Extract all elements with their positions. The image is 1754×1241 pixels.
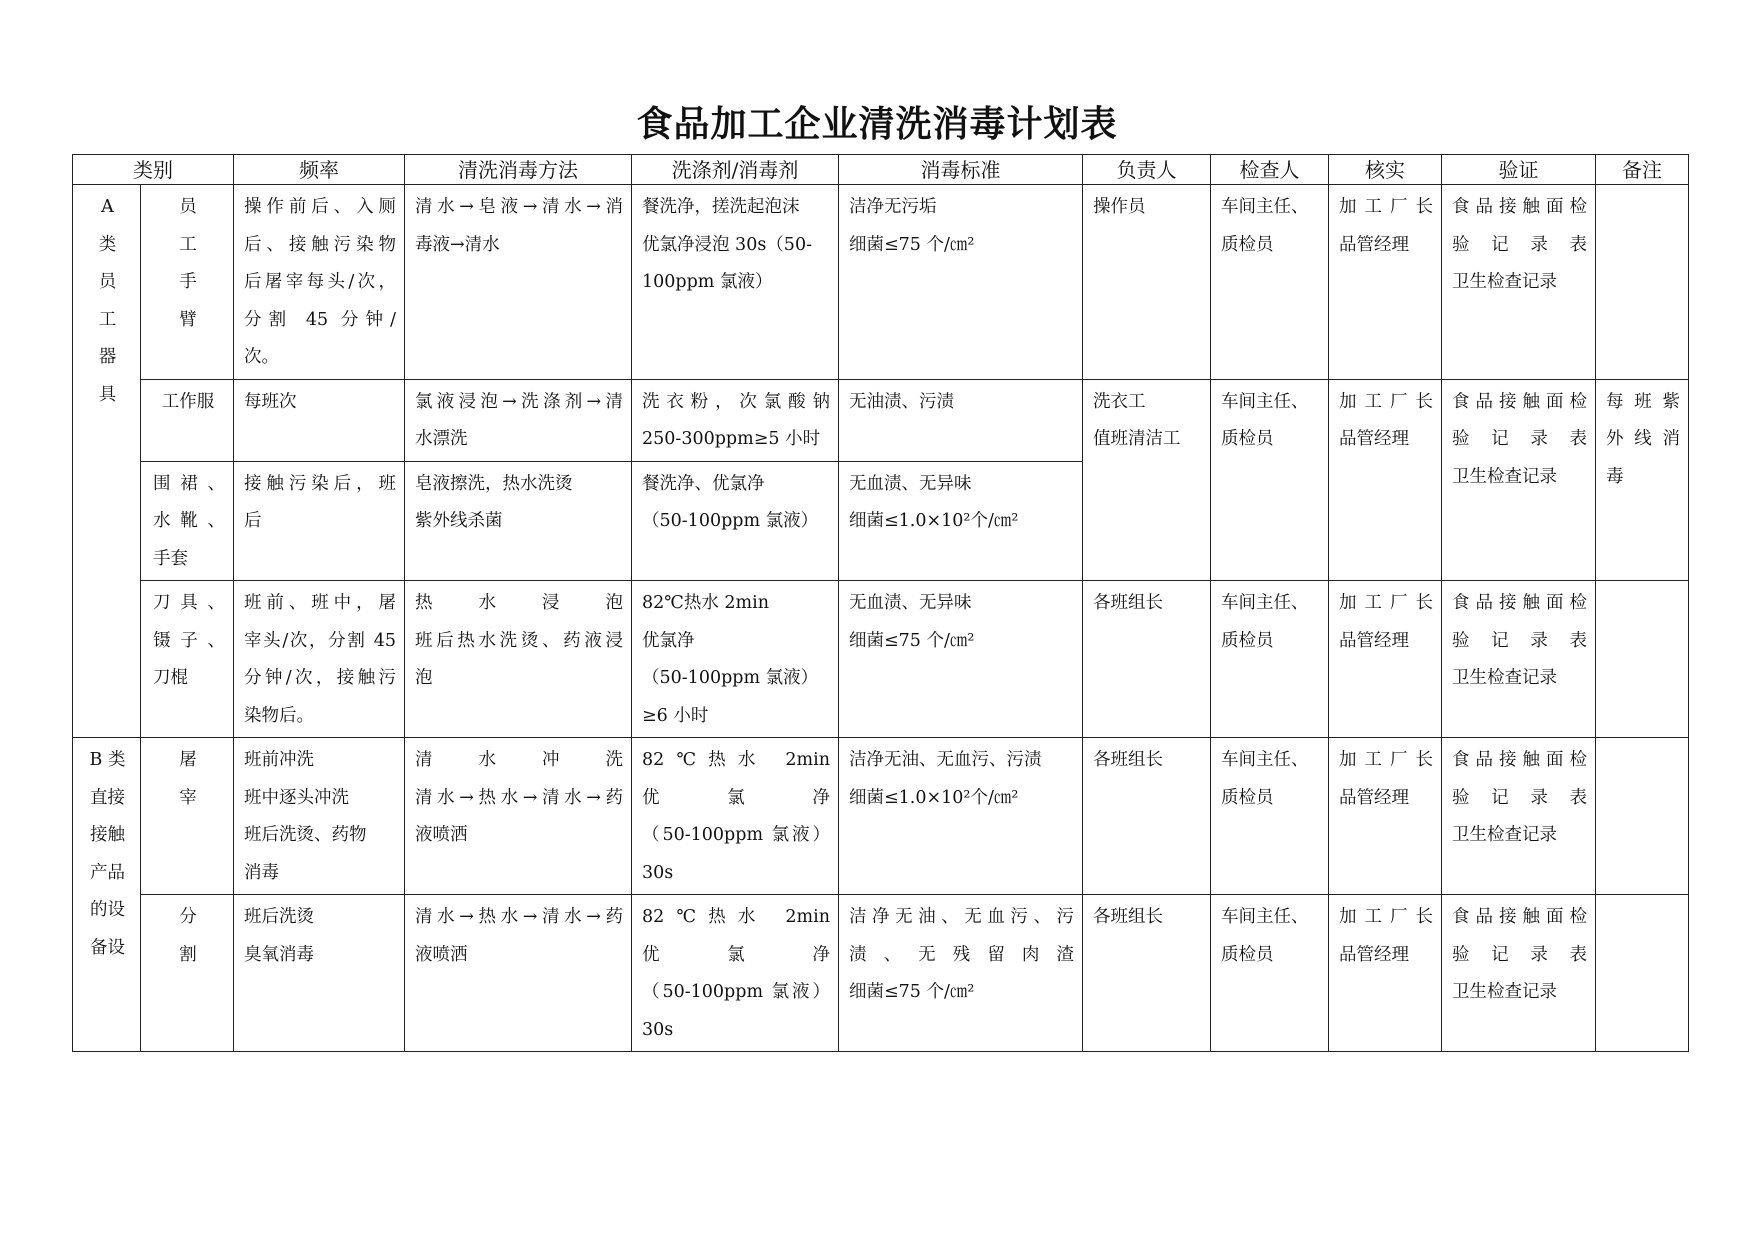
remark-cell (1596, 185, 1689, 380)
inspector-cell (1211, 185, 1329, 380)
verify-cell (1329, 185, 1442, 380)
header-remark: 备注 (1596, 155, 1689, 185)
subcategory-cell (141, 379, 234, 461)
validation-cell (1442, 379, 1596, 581)
frequency-cell (234, 379, 405, 461)
agent-cell (632, 461, 839, 581)
cell-line: 外线消 (1606, 429, 1680, 449)
cell-line: 消毒 (244, 862, 279, 883)
cell-line: 卫生检查记录 (1452, 466, 1557, 487)
verify-cell (1329, 895, 1442, 1052)
cell-line: 刀棍 (153, 668, 188, 688)
standard-cell (839, 379, 1083, 461)
frequency-cell (234, 461, 405, 581)
cell-line: （50-100ppm 氯液） (642, 668, 819, 688)
remark-cell (1596, 895, 1689, 1052)
cell-line: 工作服 (161, 391, 215, 412)
cell-line: 加工厂长 (1339, 197, 1433, 217)
page-title: 食品加工企业清洗消毒计划表 (636, 103, 1118, 145)
method-cell (405, 895, 632, 1052)
subcategory-cell (141, 895, 234, 1052)
cell-line: 加工厂长 (1339, 907, 1433, 927)
header-row (73, 155, 1689, 185)
disinfection-plan-table (72, 154, 1689, 1052)
subcategory-cell (141, 461, 234, 581)
cell-line: 每班紫 (1606, 391, 1680, 412)
cell-line: 清水→热水→清水→药 (415, 907, 623, 927)
frequency-cell (234, 581, 405, 738)
agent-cell (632, 738, 839, 895)
cell-line: 割 (179, 944, 197, 965)
cell-line: （50-100ppm 氯液） (642, 511, 819, 531)
cell-line: 接触污染后，班 (244, 473, 396, 494)
frequency-cell (234, 895, 405, 1052)
cell-line: 染物后。 (244, 705, 314, 726)
agent-cell (632, 581, 839, 738)
cell-line: 员 (179, 197, 197, 217)
cell-line: 验记录表 (1452, 944, 1587, 965)
cell-line: 备设 (90, 937, 125, 958)
table-row (73, 738, 1689, 895)
validation-cell (1442, 185, 1596, 380)
cell-line: 车间主任、 (1221, 750, 1309, 770)
cell-line: 紫外线杀菌 (415, 511, 503, 531)
category-b-cell (73, 738, 141, 1052)
agent-cell (632, 379, 839, 461)
cell-line: 质检员 (1221, 944, 1274, 965)
cell-line: 工 (179, 234, 197, 255)
cell-line: 82℃热水 2min (642, 750, 830, 770)
cell-line: 品管经理 (1339, 234, 1409, 255)
cell-line: 液喷洒 (415, 825, 468, 845)
cell-line: 30s (642, 862, 674, 883)
remark-cell (1596, 379, 1689, 581)
cell-line: 质检员 (1221, 429, 1274, 449)
cell-line: 围裙、 (153, 473, 225, 494)
cell-line: 验记录表 (1452, 234, 1587, 255)
cell-line: 毒液→清水 (415, 234, 500, 255)
cell-line: 无油渍、污渍 (849, 391, 954, 412)
verify-cell (1329, 379, 1442, 581)
cell-line: B 类 (89, 750, 126, 770)
cell-line: （50-100ppm 氯液） (642, 825, 830, 845)
cell-line: 清水冲洗 (415, 750, 623, 770)
agent-cell (632, 895, 839, 1052)
cell-line: A (101, 197, 114, 217)
cell-line: 清水→皂液→清水→消 (415, 197, 623, 217)
cell-line: 车间主任、 (1221, 391, 1309, 412)
cell-line: 食品接触面检 (1452, 391, 1587, 412)
cell-line: 各班组长 (1093, 750, 1163, 770)
cell-line: 加工厂长 (1339, 750, 1433, 770)
inspector-cell (1211, 581, 1329, 738)
table-row (73, 185, 1689, 380)
cell-line: 食品接触面检 (1452, 907, 1587, 927)
header-agent: 洗涤剂/消毒剂 (632, 155, 839, 185)
remark-cell (1596, 738, 1689, 895)
cell-line: 洗衣工 (1093, 391, 1146, 412)
cell-line: 验记录表 (1452, 630, 1587, 651)
cell-line: ≥6 小时 (642, 705, 709, 726)
header-method: 清洗消毒方法 (405, 155, 632, 185)
cell-line: 水靴、 (153, 511, 225, 531)
standard-cell (839, 185, 1083, 380)
cell-line: 宰头/次，分割 45 (244, 630, 396, 651)
cell-line: 班前冲洗 (244, 750, 314, 770)
cell-line: 细菌≤1.0×10²个/㎝² (849, 511, 1019, 531)
responsible-cell (1083, 379, 1211, 581)
cell-line: 车间主任、 (1221, 593, 1309, 613)
cell-line: 班后洗烫 (244, 907, 314, 927)
table-row (73, 581, 1689, 738)
cell-line: 手 (179, 272, 197, 292)
cell-line: 接触 (90, 825, 125, 845)
cell-line: 餐洗净，搓洗起泡沫 (642, 197, 800, 217)
header-standard: 消毒标准 (839, 155, 1083, 185)
cell-line: 品管经理 (1339, 787, 1409, 808)
cell-line: 臭氧消毒 (244, 944, 314, 965)
frequency-cell (234, 738, 405, 895)
responsible-cell (1083, 185, 1211, 380)
cell-line: 工 (98, 309, 117, 330)
frequency-cell (234, 185, 405, 380)
cell-line: 食品接触面检 (1452, 593, 1587, 613)
cell-line: 优氯净 (642, 630, 695, 651)
cell-line: 手套 (153, 548, 188, 569)
cell-line: 食品接触面检 (1452, 197, 1587, 217)
cell-line: 毒 (1606, 466, 1624, 487)
cell-line: 验记录表 (1452, 787, 1587, 808)
cell-line: 验记录表 (1452, 429, 1587, 449)
standard-cell (839, 461, 1083, 581)
cell-line: 镊子、 (153, 630, 225, 651)
cell-line: 车间主任、 (1221, 907, 1309, 927)
inspector-cell (1211, 738, 1329, 895)
cell-line: 细菌≤1.0×10²个/㎝² (849, 787, 1019, 808)
standard-cell (839, 738, 1083, 895)
cell-line: 品管经理 (1339, 429, 1409, 449)
cell-line: 洁净无油、无血污、污 (849, 907, 1074, 927)
cell-line: 刀具、 (153, 593, 225, 613)
cell-line: 卫生检查记录 (1452, 272, 1557, 292)
cell-line: 无血渍、无异味 (849, 593, 972, 613)
cell-line: 分 (179, 907, 197, 927)
cell-line: 的设 (90, 900, 125, 920)
cell-line: 品管经理 (1339, 944, 1409, 965)
standard-cell (839, 895, 1083, 1052)
cell-line: 细菌≤75 个/㎝² (849, 982, 975, 1002)
method-cell (405, 461, 632, 581)
header-category: 类别 (73, 155, 234, 185)
cell-line: 产品 (90, 862, 125, 883)
cell-line: 优氯净浸泡 30s（50- (642, 234, 812, 255)
cell-line: 卫生检查记录 (1452, 982, 1557, 1002)
cell-line: 渍、无残留肉渣 (849, 944, 1074, 965)
cell-line: 后、接触污染物 (244, 234, 396, 255)
cell-line: 操作员 (1093, 197, 1146, 217)
cell-line: 质检员 (1221, 234, 1274, 255)
header-frequency: 频率 (234, 155, 405, 185)
cell-line: 液喷洒 (415, 944, 468, 965)
table-row (73, 895, 1689, 1052)
cell-line: 车间主任、 (1221, 197, 1309, 217)
responsible-cell (1083, 738, 1211, 895)
header-inspector: 检查人 (1211, 155, 1329, 185)
cell-line: 250-300ppm≥5 小时 (642, 429, 821, 449)
cell-line: 分钟/次，接触污 (244, 668, 396, 688)
cell-line: 30s (642, 1019, 674, 1040)
cell-line: 班后热水洗烫、药液浸 (415, 630, 623, 651)
header-verify: 核实 (1329, 155, 1442, 185)
cell-line: 班后洗烫、药物 (244, 825, 367, 845)
cell-line: 100ppm 氯液） (642, 272, 773, 292)
cell-line: 后屠宰每头/次， (244, 272, 396, 292)
cell-line: 值班清洁工 (1093, 429, 1181, 449)
cell-line: 优氯净 (642, 944, 830, 965)
cell-line: 操作前后、入厕 (244, 197, 396, 217)
verify-cell (1329, 738, 1442, 895)
header-responsible: 负责人 (1083, 155, 1211, 185)
cell-line: 班中逐头冲洗 (244, 787, 349, 808)
cell-line: 各班组长 (1093, 907, 1163, 927)
subcategory-cell (141, 581, 234, 738)
cell-line: 各班组长 (1093, 593, 1163, 613)
remark-cell (1596, 581, 1689, 738)
cell-line: 质检员 (1221, 630, 1274, 651)
cell-line: 泡 (415, 668, 433, 688)
cell-line: 82℃热水 2min (642, 593, 770, 613)
cell-line: 器 (98, 347, 117, 367)
subcategory-cell (141, 185, 234, 380)
standard-cell (839, 581, 1083, 738)
table-row (73, 379, 1689, 461)
responsible-cell (1083, 895, 1211, 1052)
responsible-cell (1083, 581, 1211, 738)
cell-line: 加工厂长 (1339, 593, 1433, 613)
method-cell (405, 379, 632, 461)
category-a-cell (73, 185, 141, 738)
cell-line: 分割 45 分钟/ (244, 309, 396, 330)
cell-line: （50-100ppm 氯液） (642, 982, 830, 1002)
cell-line: 员 (98, 272, 117, 292)
cell-line: 无血渍、无异味 (849, 473, 972, 494)
cell-line: 卫生检查记录 (1452, 825, 1557, 845)
cell-line: 食品接触面检 (1452, 750, 1587, 770)
cell-line: 餐洗净、优氯净 (642, 473, 765, 494)
validation-cell (1442, 738, 1596, 895)
cell-line: 宰 (179, 787, 197, 808)
cell-line: 次。 (244, 347, 279, 367)
cell-line: 洗衣粉，次氯酸钠 (642, 391, 830, 412)
verify-cell (1329, 581, 1442, 738)
method-cell (405, 738, 632, 895)
method-cell (405, 185, 632, 380)
cell-line: 质检员 (1221, 787, 1274, 808)
agent-cell (632, 185, 839, 380)
cell-line: 后 (244, 511, 262, 531)
cell-line: 臂 (179, 309, 197, 330)
cell-line: 卫生检查记录 (1452, 668, 1557, 688)
cell-line: 皂液擦洗，热水洗烫 (415, 473, 573, 494)
cell-line: 清水→热水→清水→药 (415, 787, 623, 808)
method-cell (405, 581, 632, 738)
inspector-cell (1211, 895, 1329, 1052)
subcategory-cell (141, 738, 234, 895)
cell-line: 细菌≤75 个/㎝² (849, 630, 975, 651)
cell-line: 热水浸泡 (415, 593, 623, 613)
cell-line: 82℃热水 2min (642, 907, 830, 927)
cell-line: 品管经理 (1339, 630, 1409, 651)
validation-cell (1442, 895, 1596, 1052)
cell-line: 加工厂长 (1339, 391, 1433, 412)
cell-line: 每班次 (244, 391, 297, 412)
cell-line: 屠 (179, 750, 197, 770)
validation-cell (1442, 581, 1596, 738)
inspector-cell (1211, 379, 1329, 581)
cell-line: 具 (98, 384, 117, 405)
header-validation: 验证 (1442, 155, 1596, 185)
cell-line: 优氯净 (642, 787, 830, 808)
cell-line: 氯液浸泡→洗涤剂→清 (415, 391, 623, 412)
cell-line: 细菌≤75 个/㎝² (849, 234, 975, 255)
cell-line: 班前、班中，屠 (244, 593, 396, 613)
cell-line: 直接 (90, 787, 125, 808)
cell-line: 洁净无油、无血污、污渍 (849, 750, 1042, 770)
cell-line: 类 (98, 234, 117, 255)
cell-line: 洁净无污垢 (849, 197, 937, 217)
cell-line: 水漂洗 (415, 429, 468, 449)
